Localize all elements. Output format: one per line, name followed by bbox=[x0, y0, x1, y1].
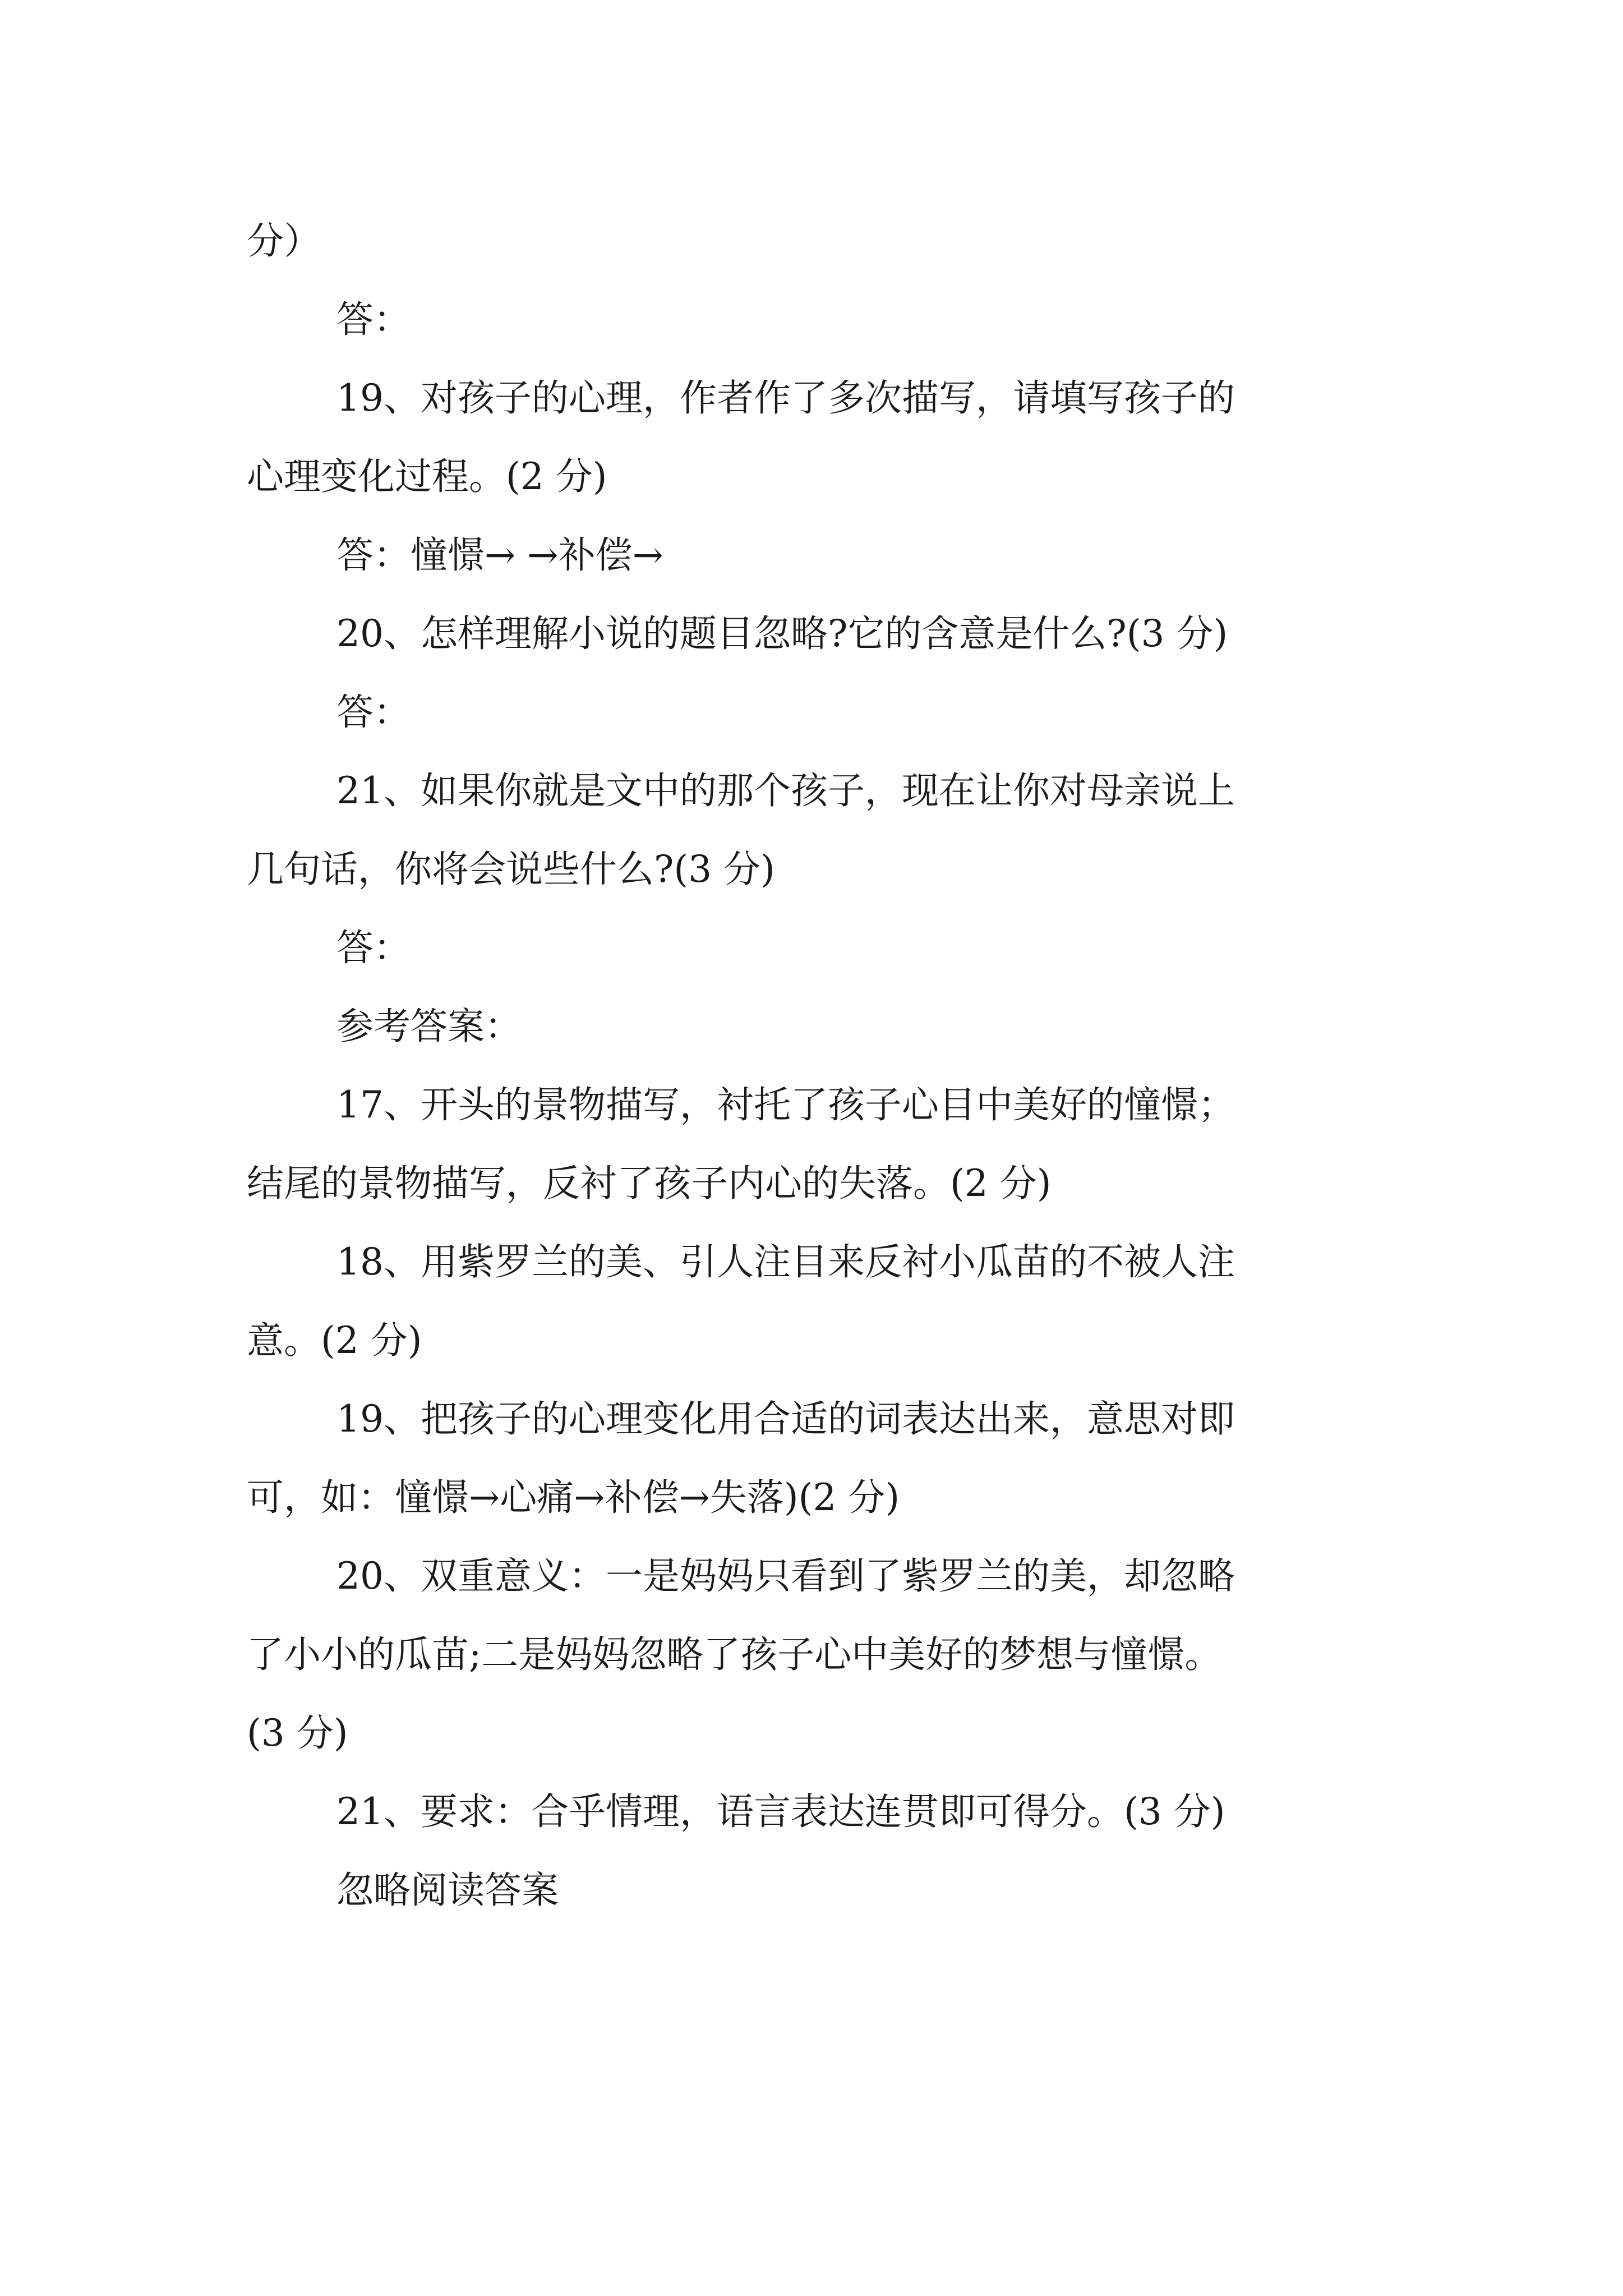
text-line: 结尾的景物描写，反衬了孩子内心的失落。(2 分) bbox=[247, 1162, 1052, 1205]
answer-blank-20: 答： bbox=[336, 691, 411, 734]
answer-17: 17、开头的景物描写，衬托了孩子心目中美好的憧憬； bbox=[336, 1083, 1235, 1126]
text-line: 答： bbox=[336, 298, 411, 341]
reference-answers-heading: 参考答案： bbox=[336, 1005, 522, 1048]
question-20: 20、怎样理解小说的题目忽略?它的含意是什么?(3 分) bbox=[336, 612, 1228, 655]
answer-18: 18、用紫罗兰的美、引人注目来反衬小瓜苗的不被人注 bbox=[336, 1240, 1235, 1283]
text-line: 可，如：憧憬→心痛→补偿→失落)(2 分) bbox=[247, 1476, 900, 1519]
text-line: 心理变化过程。(2 分) bbox=[247, 455, 607, 498]
text-line: 了小小的瓜苗;二是妈妈忽略了孩子心中美好的梦想与憧憬。 bbox=[247, 1633, 1222, 1676]
text-line: 意。(2 分) bbox=[247, 1319, 422, 1362]
answer-blank-21: 答： bbox=[336, 926, 411, 969]
answer-19: 19、把孩子的心理变化用合适的词表达出来，意思对即 bbox=[336, 1397, 1235, 1441]
answer-20: 20、双重意义：一是妈妈只看到了紫罗兰的美，却忽略 bbox=[336, 1554, 1235, 1598]
question-21: 21、如果你就是文中的那个孩子，现在让你对母亲说上 bbox=[336, 769, 1235, 812]
answer-21: 21、要求：合乎情理，语言表达连贯即可得分。(3 分) bbox=[336, 1790, 1225, 1833]
text-line: (3 分) bbox=[247, 1711, 348, 1755]
text-line: 分） bbox=[247, 219, 321, 263]
closing-title: 忽略阅读答案 bbox=[336, 1869, 559, 1912]
question-19: 19、对孩子的心理，作者作了多次描写，请填写孩子的 bbox=[336, 376, 1235, 420]
answer-blank-19: 答：憧憬→ →补偿→ bbox=[336, 533, 663, 577]
text-line: 几句话，你将会说些什么?(3 分) bbox=[247, 848, 775, 891]
